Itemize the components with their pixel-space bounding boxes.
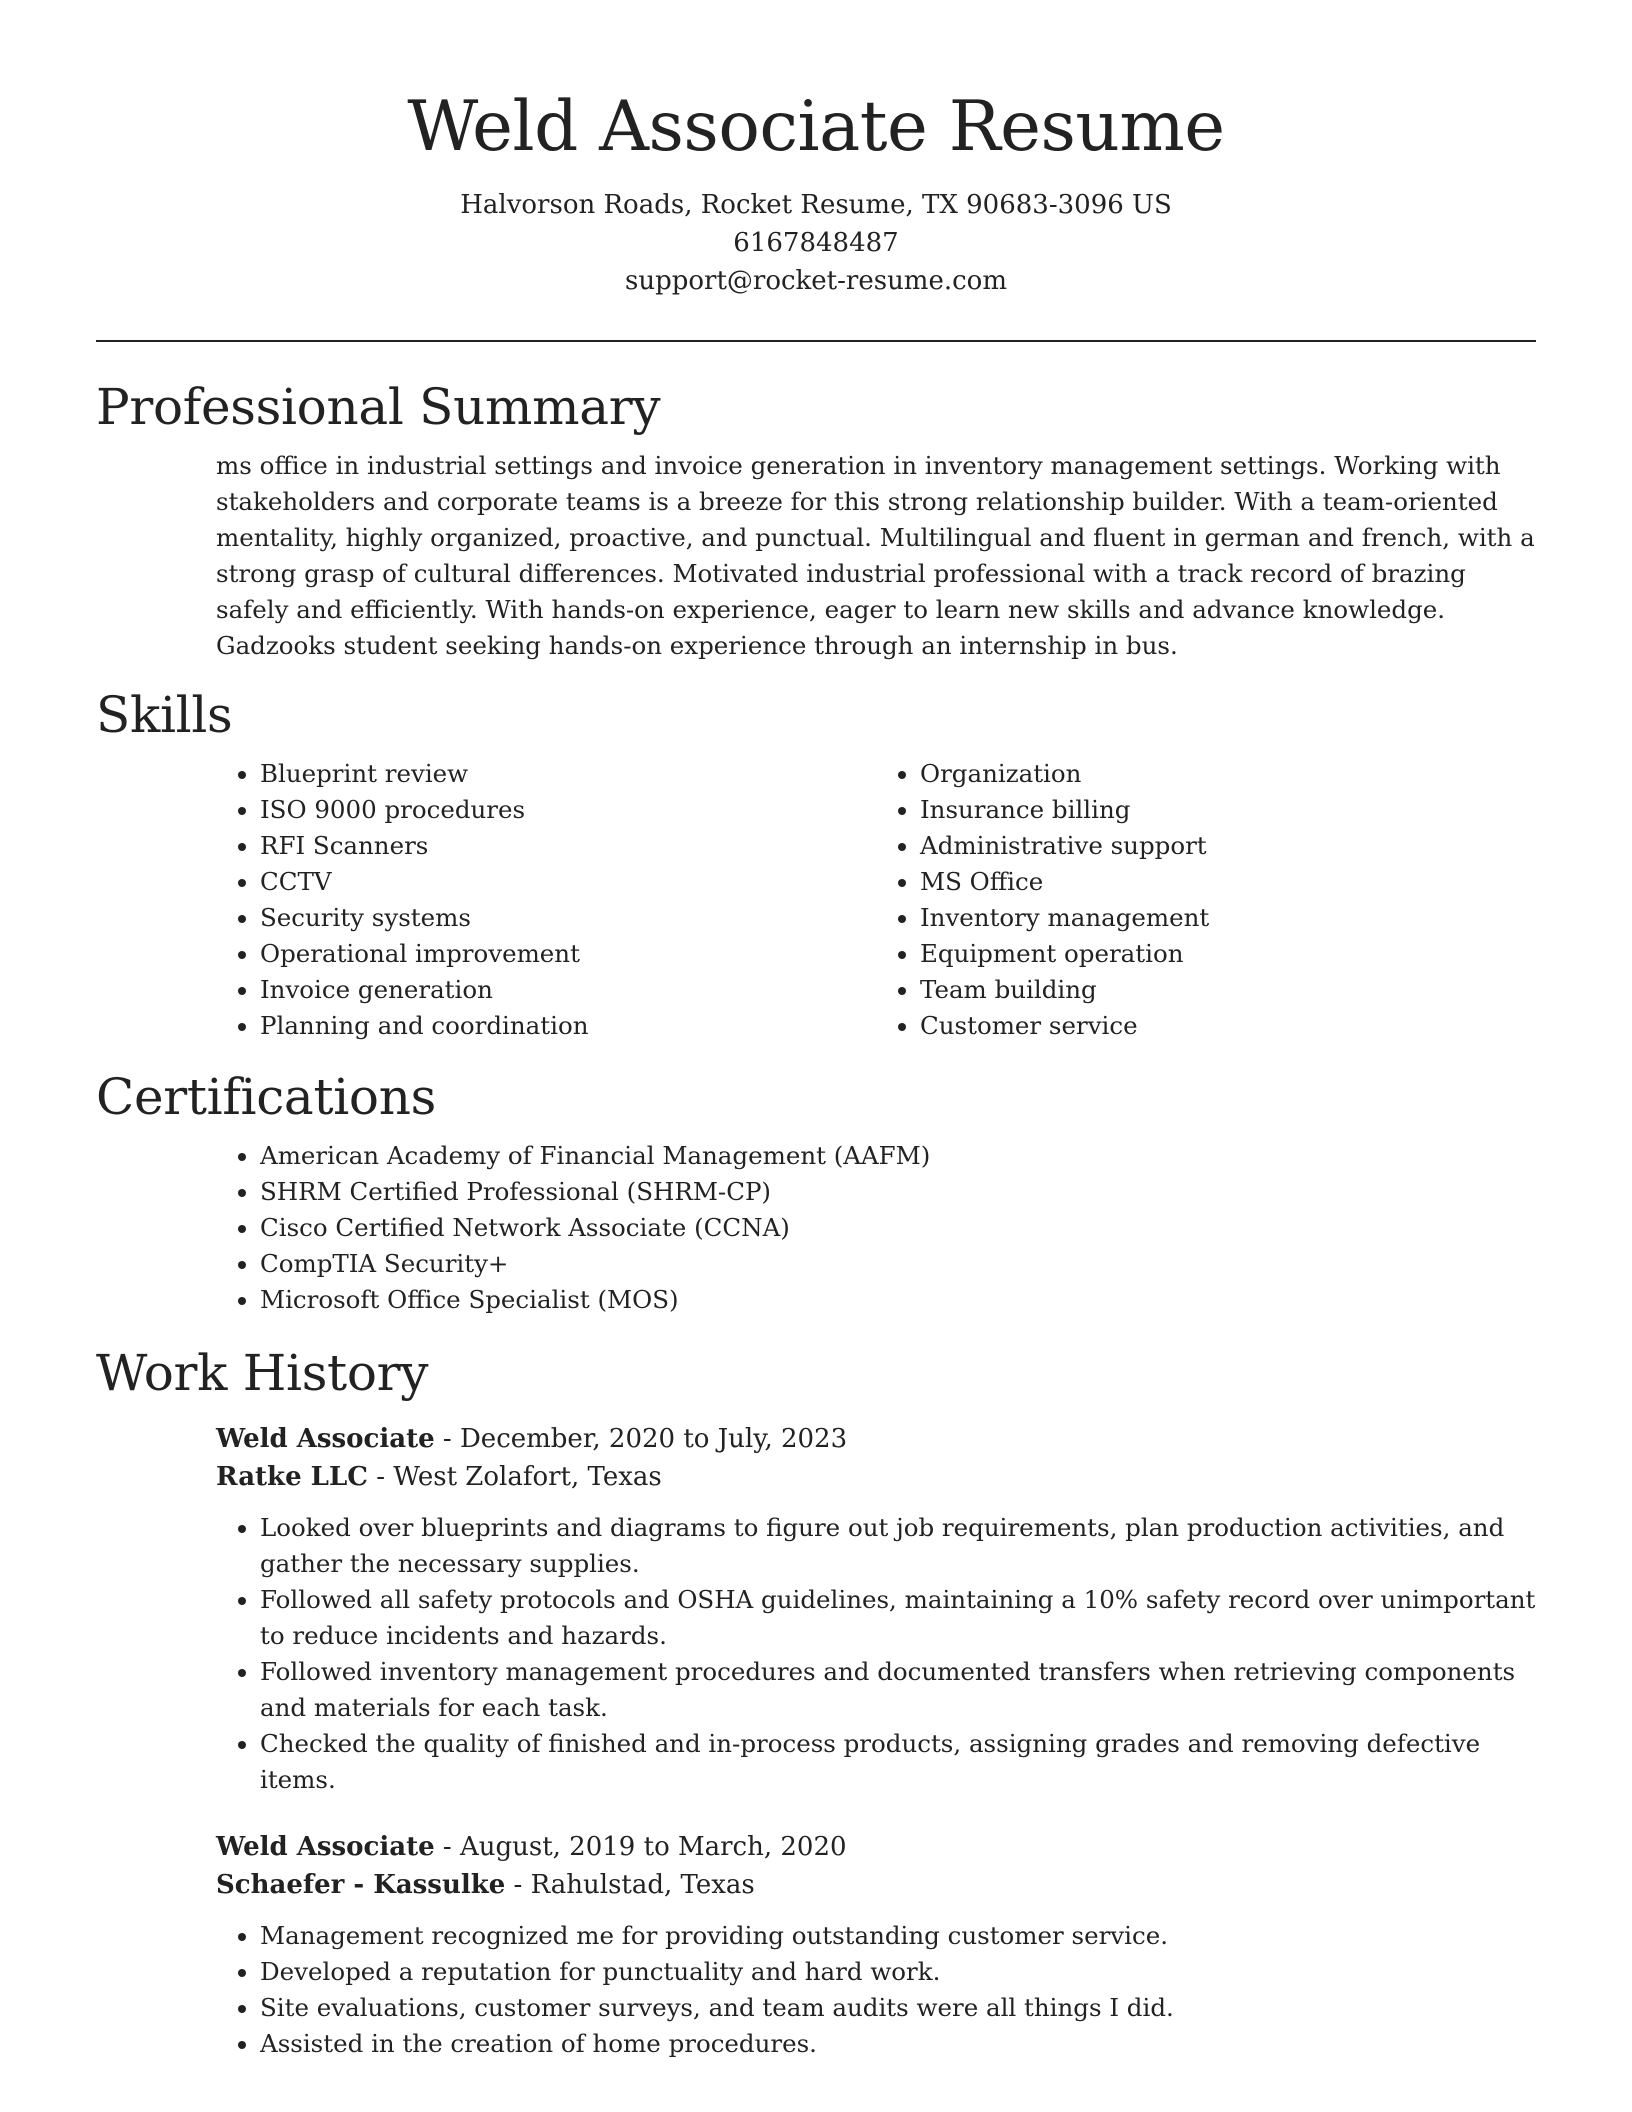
skills-section bbox=[96, 684, 1536, 1044]
job-title-line bbox=[216, 1420, 1536, 1458]
job-role: Weld Associate bbox=[216, 1424, 435, 1454]
skill-item: • MS Office bbox=[920, 864, 1536, 900]
job-location: - Rahulstad, Texas bbox=[505, 1870, 755, 1900]
certifications-list bbox=[216, 1138, 1536, 1318]
skill-item: • Organization bbox=[920, 756, 1536, 792]
job-dates: - August, 2019 to March, 2020 bbox=[434, 1832, 847, 1862]
skill-item: • Operational improvement bbox=[260, 936, 876, 972]
skill-item: • Equipment operation bbox=[920, 936, 1536, 972]
skills-list-right bbox=[876, 756, 1536, 1044]
skill-item: • Administrative support bbox=[920, 828, 1536, 864]
contact-email: support@rocket-resume.com bbox=[624, 266, 1007, 296]
job-bullet: • Site evaluations, customer surveys, and team audits were all things I did. bbox=[260, 1990, 1536, 2026]
skill-item: • Invoice generation bbox=[260, 972, 876, 1008]
section-title-work-history: Work History bbox=[96, 1344, 429, 1402]
certifications-section bbox=[96, 1066, 1536, 1318]
certifications-body bbox=[96, 1138, 1536, 1318]
job-entry bbox=[216, 1420, 1536, 1798]
skill-item: • Insurance billing bbox=[920, 792, 1536, 828]
resume-title: Weld Associate Resume bbox=[407, 87, 1225, 167]
work-history-section bbox=[96, 1342, 1536, 2062]
resume-header bbox=[96, 0, 1536, 300]
professional-summary-section bbox=[96, 376, 1536, 664]
job-company: Ratke LLC bbox=[216, 1462, 368, 1492]
job-bullet: • Looked over blueprints and diagrams to figure out job requirements, plan production activities, and gather the necessary supplies. bbox=[260, 1510, 1536, 1582]
header-divider bbox=[96, 340, 1536, 342]
section-title-summary: Professional Summary bbox=[96, 378, 661, 436]
job-bullet: • Management recognized me for providing outstanding customer service. bbox=[260, 1918, 1536, 1954]
job-role: Weld Associate bbox=[216, 1832, 435, 1862]
job-company-line bbox=[216, 1866, 1536, 1904]
skills-body bbox=[96, 756, 1536, 1044]
skill-item: • RFI Scanners bbox=[260, 828, 876, 864]
job-bullet: • Followed all safety protocols and OSHA guidelines, maintaining a 10% safety record over unimportant to reduce incidents and hazards. bbox=[260, 1582, 1536, 1654]
job-bullet: • Checked the quality of finished and in-process products, assigning grades and removing defective items. bbox=[260, 1726, 1536, 1798]
skills-list-left bbox=[216, 756, 876, 1044]
job-bullet: • Followed inventory management procedures and documented transfers when retrieving components and materials for each task. bbox=[260, 1654, 1536, 1726]
contact-phone: 6167848487 bbox=[733, 228, 899, 258]
certification-item: • SHRM Certified Professional (SHRM-CP) bbox=[260, 1174, 1536, 1210]
contact-address: Halvorson Roads, Rocket Resume, TX 90683-3096 US bbox=[460, 190, 1172, 220]
job-dates: - December, 2020 to July, 2023 bbox=[434, 1424, 848, 1454]
skill-item: • ISO 9000 procedures bbox=[260, 792, 876, 828]
skill-item: • Security systems bbox=[260, 900, 876, 936]
job-bullet: • Developed a reputation for punctuality and hard work. bbox=[260, 1954, 1536, 1990]
summary-body bbox=[96, 448, 1536, 664]
summary-text: ms office in industrial settings and invoice generation in inventory management settings. Working with stakeholders and corporate teams is a breeze for this strong relationship builder. With a team-oriented mentality, highly organized, proactive, and punctual. Multilingual and fluent in german and french, with a strong grasp of cultural differences. Motivated industrial professional with a track record of brazing safely and efficiently. With hands-on experience, eager to learn new skills and advance knowledge. Gadzooks student seeking hands-on experience through an internship in bus. bbox=[216, 451, 1535, 660]
certification-item: • Cisco Certified Network Associate (CCNA) bbox=[260, 1210, 1536, 1246]
job-company: Schaefer - Kassulke bbox=[216, 1870, 506, 1900]
job-location: - West Zolafort, Texas bbox=[367, 1462, 662, 1492]
skill-item: • Blueprint review bbox=[260, 756, 876, 792]
job-bullet: • Assisted in the creation of home procedures. bbox=[260, 2026, 1536, 2062]
skill-item: • CCTV bbox=[260, 864, 876, 900]
section-title-certifications: Certifications bbox=[96, 1068, 436, 1126]
certification-item: • American Academy of Financial Management (AAFM) bbox=[260, 1138, 1536, 1174]
job-title-line bbox=[216, 1828, 1536, 1866]
work-history-body bbox=[96, 1420, 1536, 2062]
skill-item: • Planning and coordination bbox=[260, 1008, 876, 1044]
certification-item: • Microsoft Office Specialist (MOS) bbox=[260, 1282, 1536, 1318]
job-entry bbox=[216, 1828, 1536, 2062]
job-bullets bbox=[216, 1918, 1536, 2062]
skills-grid bbox=[216, 756, 1536, 1044]
skill-item: • Team building bbox=[920, 972, 1536, 1008]
skill-item: • Inventory management bbox=[920, 900, 1536, 936]
section-title-skills: Skills bbox=[96, 686, 233, 744]
job-company-line bbox=[216, 1458, 1536, 1496]
skill-item: • Customer service bbox=[920, 1008, 1536, 1044]
certification-item: • CompTIA Security+ bbox=[260, 1246, 1536, 1282]
job-bullets bbox=[216, 1510, 1536, 1798]
